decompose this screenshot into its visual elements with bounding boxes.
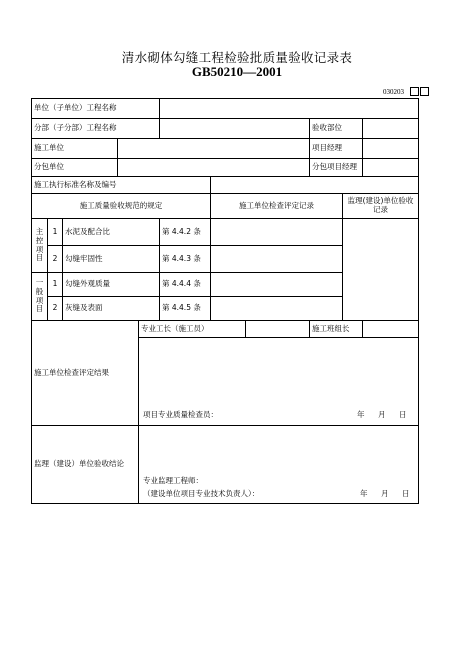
acceptance-part-value[interactable] <box>363 119 419 139</box>
construction-unit-label: 施工单位 <box>32 139 118 159</box>
unit-project-label: 单位（子单位）工程名称 <box>32 99 160 119</box>
foreman-label: 专业工长（施工员） <box>139 321 246 338</box>
team-leader-value[interactable] <box>363 321 419 338</box>
row-unit-project <box>32 99 419 119</box>
acceptance-part-label: 验收部位 <box>310 119 363 139</box>
construction-result-area[interactable] <box>139 338 419 426</box>
team-leader-label: 施工班组长 <box>310 321 363 338</box>
month-label: 月 <box>378 410 386 419</box>
row-sub-project <box>32 119 419 139</box>
item-no: 1 <box>48 273 63 297</box>
item-name: 水泥及配合比 <box>63 219 160 246</box>
construction-eval-header: 施工单位检查评定记录 <box>211 194 343 219</box>
standard-name-value[interactable] <box>211 177 419 194</box>
row-supervision-result <box>32 426 419 504</box>
day-label: 日 <box>399 410 407 419</box>
engineer-note: （建设单位项目专业技术负责人）： <box>143 489 260 498</box>
construction-signature-block <box>141 338 416 425</box>
project-manager-label: 项目经理 <box>310 139 363 159</box>
item-name: 灰缝及表面 <box>63 297 160 321</box>
sub-project-value[interactable] <box>160 119 310 139</box>
year-label: 年 <box>357 410 365 419</box>
construction-eval-cell[interactable] <box>211 273 343 297</box>
subcontract-manager-value[interactable] <box>363 159 419 177</box>
item-no: 2 <box>48 246 63 273</box>
item-clause: 第 4.4.4 条 <box>160 273 211 297</box>
main-items-category <box>32 219 48 273</box>
supervision-signature-block <box>141 426 416 503</box>
spec-header: 施工质量验收规范的规定 <box>32 194 211 219</box>
supervision-record-cell[interactable] <box>343 219 419 321</box>
item-clause: 第 4.4.5 条 <box>160 297 211 321</box>
subcontract-unit-value[interactable] <box>118 159 310 177</box>
construction-eval-cell[interactable] <box>211 219 343 246</box>
item-clause: 第 4.4.3 条 <box>160 246 211 273</box>
construction-eval-cell[interactable] <box>211 246 343 273</box>
main-items-category-text: 主控项目 <box>35 227 44 263</box>
project-manager-value[interactable] <box>363 139 419 159</box>
year-label: 年 <box>360 489 368 498</box>
construction-unit-value[interactable] <box>118 139 310 159</box>
row-construction-unit <box>32 139 419 159</box>
code-box-1[interactable] <box>410 87 419 96</box>
foreman-value[interactable] <box>246 321 310 338</box>
row-column-headers <box>32 194 419 219</box>
construction-eval-cell[interactable] <box>211 297 343 321</box>
form-title: 清水砌体勾缝工程检验批质量验收记录表 <box>121 50 353 65</box>
day-label: 日 <box>402 489 410 498</box>
unit-project-value[interactable] <box>160 99 419 119</box>
table-row <box>32 219 419 246</box>
standard-name-label: 施工执行标准名称及编号 <box>32 177 211 194</box>
supervision-record-header: 监理(建设)单位验收记录 <box>343 194 419 219</box>
row-standard <box>32 177 419 194</box>
item-name: 勾缝外观质量 <box>63 273 160 297</box>
month-label: 月 <box>381 489 389 498</box>
item-no: 1 <box>48 219 63 246</box>
row-foreman <box>32 321 419 338</box>
acceptance-form <box>31 98 419 504</box>
supervision-result-area[interactable] <box>139 426 419 504</box>
form-code: 030203 <box>383 88 404 96</box>
supervision-result-label: 监理（建设）单位验收结论 <box>32 426 139 504</box>
sub-project-label: 分部（子分部）工程名称 <box>32 119 160 139</box>
standard-code: GB50210—2001 <box>191 64 283 79</box>
row-subcontract <box>32 159 419 177</box>
inspector-label: 项目专业质量检查员： <box>143 410 218 419</box>
construction-result-label: 施工单位检查评定结果 <box>32 321 139 426</box>
subcontract-unit-label: 分包单位 <box>32 159 118 177</box>
subcontract-manager-label: 分包项目经理 <box>310 159 363 177</box>
item-name: 勾缝牢固性 <box>63 246 160 273</box>
item-clause: 第 4.4.2 条 <box>160 219 211 246</box>
general-items-category-text: 一般项目 <box>35 278 44 314</box>
engineer-label: 专业监理工程师： <box>143 476 203 485</box>
code-box-2[interactable] <box>420 87 429 96</box>
item-no: 2 <box>48 297 63 321</box>
general-items-category <box>32 273 48 321</box>
